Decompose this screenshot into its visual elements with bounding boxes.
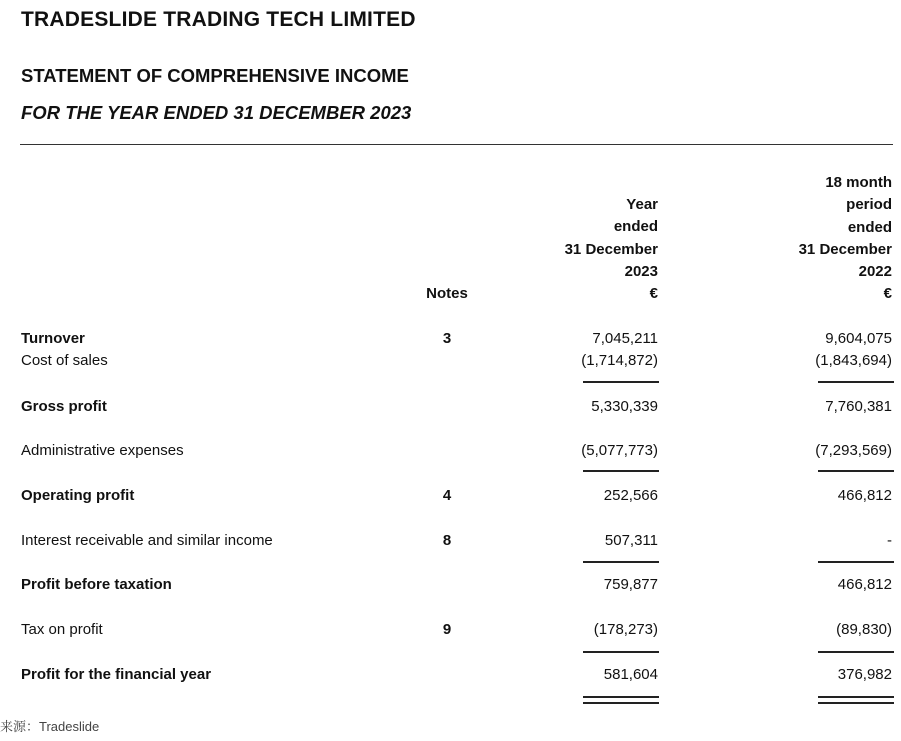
row-note: 9 [442, 621, 452, 638]
row-administrative-expenses [0, 440, 901, 462]
row-current-value: 7,045,211 [592, 330, 658, 347]
subtotal-line [583, 561, 659, 563]
current-period-header [565, 194, 658, 305]
subtotal-line [818, 561, 894, 563]
row-prior-value: 9,604,075 [825, 330, 892, 347]
row-prior-value: (7,293,569) [815, 442, 892, 459]
current-header-line: 2023 [624, 262, 658, 280]
subtotal-line [818, 381, 894, 383]
row-current-value: 759,877 [603, 576, 658, 593]
row-gross-profit [0, 396, 901, 418]
row-label: Tax on profit [21, 621, 103, 638]
current-currency-symbol: € [649, 285, 658, 303]
row-prior-value: - [887, 532, 892, 549]
source-caption: 来源：Tradeslide [0, 719, 100, 734]
row-current-value: (5,077,773) [581, 442, 658, 459]
row-note: 8 [442, 532, 452, 549]
row-interest-receivable [0, 530, 901, 552]
current-header-line: 31 December [564, 240, 658, 258]
subtotal-line [583, 651, 659, 653]
subtotal-line [818, 651, 894, 653]
notes-header: Notes [426, 285, 468, 302]
row-prior-value: 7,760,381 [825, 398, 892, 415]
subtotal-line [818, 470, 894, 472]
statement-title: STATEMENT OF COMPREHENSIVE INCOME [21, 65, 409, 86]
row-prior-value: 376,982 [837, 666, 892, 683]
current-header-line: Year [626, 196, 658, 213]
row-profit-before-taxation [0, 574, 901, 596]
prior-period-header [799, 172, 892, 306]
prior-header-line: period [846, 196, 892, 214]
row-operating-profit [0, 485, 901, 507]
row-prior-value: 466,812 [837, 487, 892, 504]
row-current-value: 507,311 [604, 532, 658, 549]
total-double-line [818, 696, 894, 704]
row-note: 3 [442, 330, 452, 347]
row-current-value: 5,330,339 [591, 398, 658, 415]
row-label: Profit before taxation [21, 576, 172, 593]
row-label: Administrative expenses [21, 442, 184, 459]
subtotal-line [583, 381, 659, 383]
row-prior-value: (89,830) [836, 621, 892, 638]
row-prior-value: (1,843,694) [815, 352, 892, 369]
row-current-value: (1,714,872) [581, 352, 658, 369]
row-current-value: 581,604 [603, 666, 658, 683]
row-tax-on-profit [0, 619, 901, 641]
row-profit-for-financial-year [0, 664, 901, 686]
current-header-line: ended [613, 218, 658, 236]
total-double-line [583, 696, 659, 704]
row-turnover [0, 328, 901, 350]
prior-header-line: ended [847, 218, 892, 236]
subtotal-line [583, 470, 659, 472]
row-prior-value: 466,812 [837, 576, 892, 593]
row-label: Operating profit [21, 487, 135, 504]
header-divider [20, 144, 893, 145]
row-cost-of-sales [0, 350, 901, 372]
prior-header-line: 18 month [825, 174, 892, 191]
prior-currency-symbol: € [883, 285, 892, 303]
row-label: Turnover [21, 330, 85, 347]
row-label: Interest receivable and similar income [21, 532, 273, 549]
row-note: 4 [442, 487, 452, 504]
row-label: Gross profit [21, 398, 107, 415]
period-title: FOR THE YEAR ENDED 31 DECEMBER 2023 [21, 102, 412, 123]
company-name: TRADESLIDE TRADING TECH LIMITED [21, 8, 416, 31]
row-current-value: (178,273) [593, 621, 658, 638]
row-label: Cost of sales [21, 352, 108, 369]
prior-header-line: 2022 [858, 263, 892, 281]
prior-header-line: 31 December [798, 240, 892, 258]
row-label: Profit for the financial year [21, 666, 212, 683]
row-current-value: 252,566 [603, 487, 658, 504]
